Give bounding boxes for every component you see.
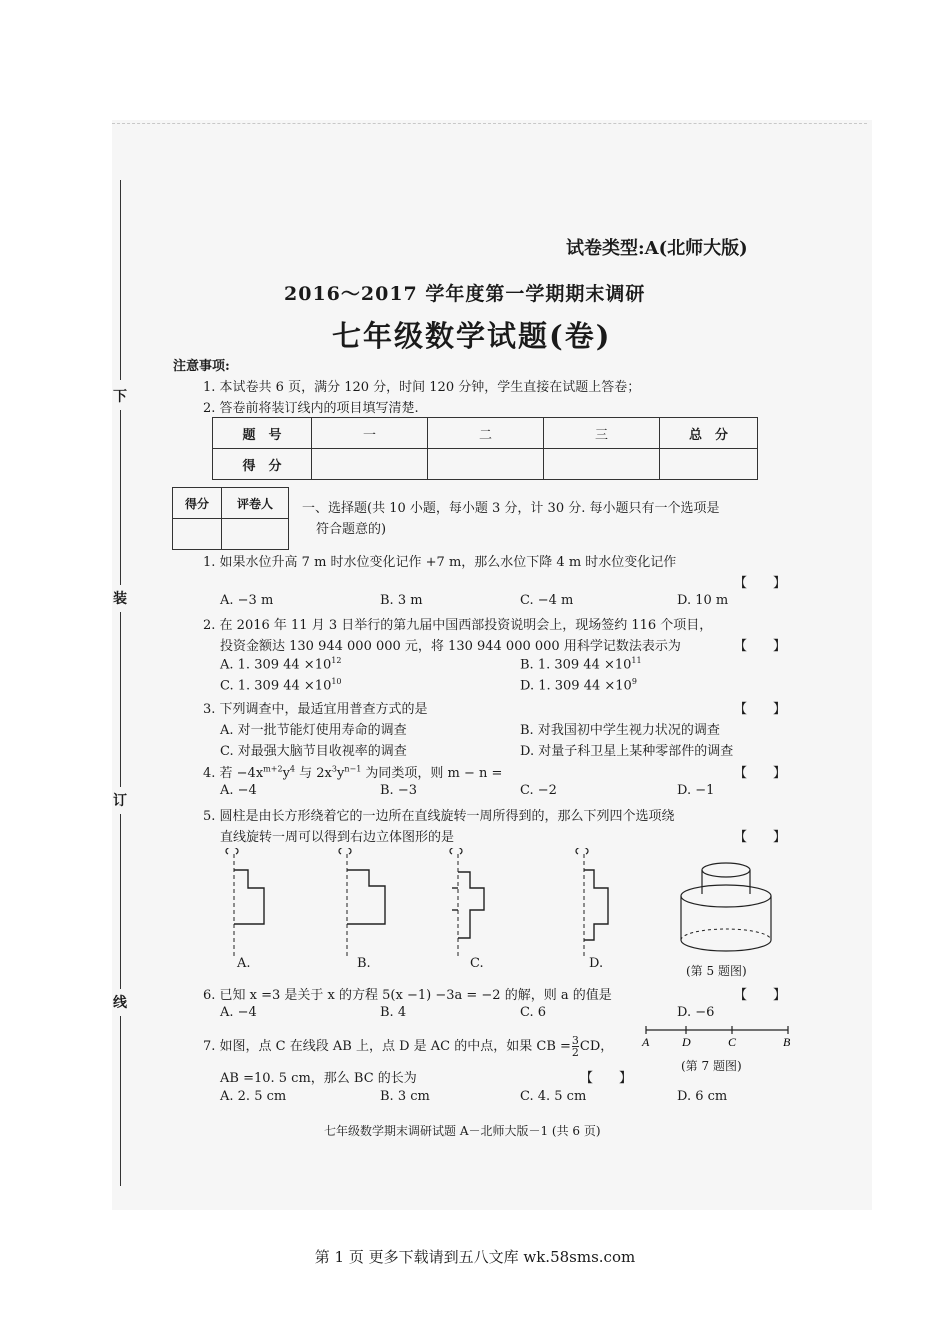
q5-figure-b: [333, 848, 393, 958]
q6-option-a: A. −4: [220, 1005, 257, 1020]
grader-box: [172, 487, 289, 550]
q3-stem: 3. 下列调查中，最适宜用普查方式的是: [203, 702, 428, 717]
q4-option-a: A. −4: [220, 783, 257, 798]
q5-caption: (第 5 题图): [686, 964, 747, 978]
q2-answer-bracket[interactable]: 【 】: [734, 639, 787, 654]
score-header-total: 总 分: [660, 418, 758, 449]
exam-subtitle: 2016～2017 学年度第一学期期末调研: [284, 283, 646, 305]
q4-option-d: D. −1: [677, 783, 715, 798]
score-table: [212, 417, 758, 480]
exam-type: 试卷类型:A(北师大版): [566, 238, 748, 259]
q2-stem-line1: 2. 在 2016 年 11 月 3 日举行的第九届中国西部投资说明会上，现场签约 116 个项目，: [203, 618, 713, 633]
q7-option-c: C. 4. 5 cm: [520, 1089, 587, 1104]
scan-top-edge: [112, 123, 867, 124]
q2-stem-line2: 投资金额达 130 944 000 000 元，将 130 944 000 000 用科学记数法表示为: [220, 639, 681, 654]
q5-label-d: D.: [589, 956, 604, 971]
q7-stem-line2: AB =10. 5 cm，那么 BC 的长为: [220, 1071, 417, 1086]
section1-heading: 一、选择题(共 10 小题，每小题 3 分，计 30 分. 每小题只有一个选项是: [302, 501, 720, 516]
q6-option-b: B. 4: [380, 1005, 407, 1020]
q2-option-c: C. 1. 309 $44 \times 10^{10}$: [220, 677, 342, 694]
q7-option-d: D. 6 cm: [677, 1089, 728, 1104]
q1-stem: 1. 如果水位升高 7 m 时水位变化记作 +7 m，那么水位下降 4 m 时水位变化记作: [203, 555, 677, 570]
q7-option-b: B. 3 cm: [380, 1089, 430, 1104]
binding-line: [120, 814, 121, 989]
q7-point-c: C: [728, 1035, 737, 1049]
q4-option-b: B. −3: [380, 783, 417, 798]
binding-char-ding: 订: [113, 793, 127, 809]
q7-point-a: A: [642, 1035, 650, 1049]
q7-point-b: B: [783, 1035, 791, 1049]
q3-option-b: B. 对我国初中学生视力状况的调查: [520, 723, 720, 738]
q4-option-c: C. −2: [520, 783, 557, 798]
q1-option-a: A. −3 m: [220, 593, 274, 608]
q6-stem: 6. 已知 x =3 是关于 x 的方程 5(x −1) −3a = −2 的解，则 a 的值是: [203, 988, 612, 1003]
q7-point-d: D: [682, 1035, 691, 1049]
grader-name-label: 评卷人: [222, 488, 289, 519]
q5-figure-d: [570, 848, 630, 958]
score-header-2: 二: [428, 418, 544, 449]
binding-line: [120, 1016, 121, 1186]
q7-caption: (第 7 题图): [681, 1059, 742, 1073]
q5-solid-figure: [676, 858, 776, 958]
notice-item-1: 1. 本试卷共 6 页，满分 120 分，时间 120 分钟，学生直接在试题上答卷；: [203, 380, 641, 395]
grader-score-label: 得分: [173, 488, 222, 519]
q3-answer-bracket[interactable]: 【 】: [734, 702, 787, 717]
q5-stem-line1: 5. 圆柱是由长方形绕着它的一边所在直线旋转一周所得到的，那么下列四个选项绕: [203, 809, 675, 824]
q2-option-b: B. 1. 309 $44 \times 10^{11}$: [520, 656, 642, 673]
q3-option-a: A. 对一批节能灯使用寿命的调查: [220, 723, 407, 738]
q3-option-c: C. 对最强大脑节目收视率的调查: [220, 744, 407, 759]
q5-figure-c: [444, 848, 504, 958]
q6-answer-bracket[interactable]: 【 】: [734, 988, 787, 1003]
q4-stem: 4. 若 $-4x^{m+2}y^4$ 与 $2x^3y^{n-1}$ 为同类项，则 m − n =: [203, 764, 503, 781]
q7-stem-line1: 7. 如图，点 C 在线段 AB 上，点 D 是 AC 的中点，如果 CB = $\frac{3}{2}$ CD，: [203, 1034, 614, 1059]
q5-stem-line2: 直线旋转一周可以得到右边立体图形的是: [220, 830, 455, 845]
score-cell-1[interactable]: [312, 449, 428, 480]
score-cell-2[interactable]: [428, 449, 544, 480]
q4-answer-bracket[interactable]: 【 】: [734, 766, 787, 781]
binding-char-xian: 线: [113, 995, 127, 1011]
section1-heading-cont: 符合题意的): [316, 522, 387, 537]
notice-heading: 注意事项:: [173, 359, 230, 374]
q5-label-a: A.: [237, 956, 251, 971]
binding-char-zhuang: 装: [113, 591, 127, 607]
binding-line: [120, 410, 121, 585]
score-header-1: 一: [312, 418, 428, 449]
score-header-label: 题 号: [213, 418, 312, 449]
q1-option-d: D. 10 m: [677, 593, 729, 608]
q5-answer-bracket[interactable]: 【 】: [734, 830, 787, 845]
binding-line: [120, 612, 121, 787]
score-cell-total[interactable]: [660, 449, 758, 480]
grader-name-cell[interactable]: [222, 519, 289, 550]
site-footer: 第 1 页 更多下载请到五八文库 wk.58sms.com: [314, 1248, 636, 1266]
q5-label-b: B.: [357, 956, 371, 971]
grader-score-cell[interactable]: [173, 519, 222, 550]
q2-option-a: A. 1. 309 $44 \times 10^{12}$: [220, 656, 342, 673]
binding-char-xia: 下: [113, 389, 127, 405]
notice-item-2: 2. 答卷前将装订线内的项目填写清楚.: [203, 401, 419, 416]
q1-answer-bracket[interactable]: 【 】: [734, 576, 787, 591]
q1-option-c: C. −4 m: [520, 593, 574, 608]
score-header-3: 三: [544, 418, 660, 449]
q5-figure-a: [220, 848, 280, 958]
q7-answer-bracket[interactable]: 【 】: [580, 1071, 633, 1086]
score-row-label: 得 分: [213, 449, 312, 480]
q2-option-d: D. 1. 309 $44 \times 10^9$: [520, 677, 637, 694]
score-cell-3[interactable]: [544, 449, 660, 480]
q7-option-a: A. 2. 5 cm: [220, 1089, 287, 1104]
exam-title: 七年级数学试题(卷): [332, 319, 612, 353]
binding-line: [120, 180, 121, 380]
q6-option-c: C. 6: [520, 1005, 547, 1020]
q7-segment-figure: [640, 1022, 795, 1052]
q3-option-d: D. 对量子科卫星上某种零部件的调查: [520, 744, 734, 759]
q5-label-c: C.: [470, 956, 484, 971]
q1-option-b: B. 3 m: [380, 593, 423, 608]
q6-option-d: D. −6: [677, 1005, 715, 1020]
page-footer: 七年级数学期末调研试题 A－北师大版－1 (共 6 页): [324, 1124, 601, 1138]
